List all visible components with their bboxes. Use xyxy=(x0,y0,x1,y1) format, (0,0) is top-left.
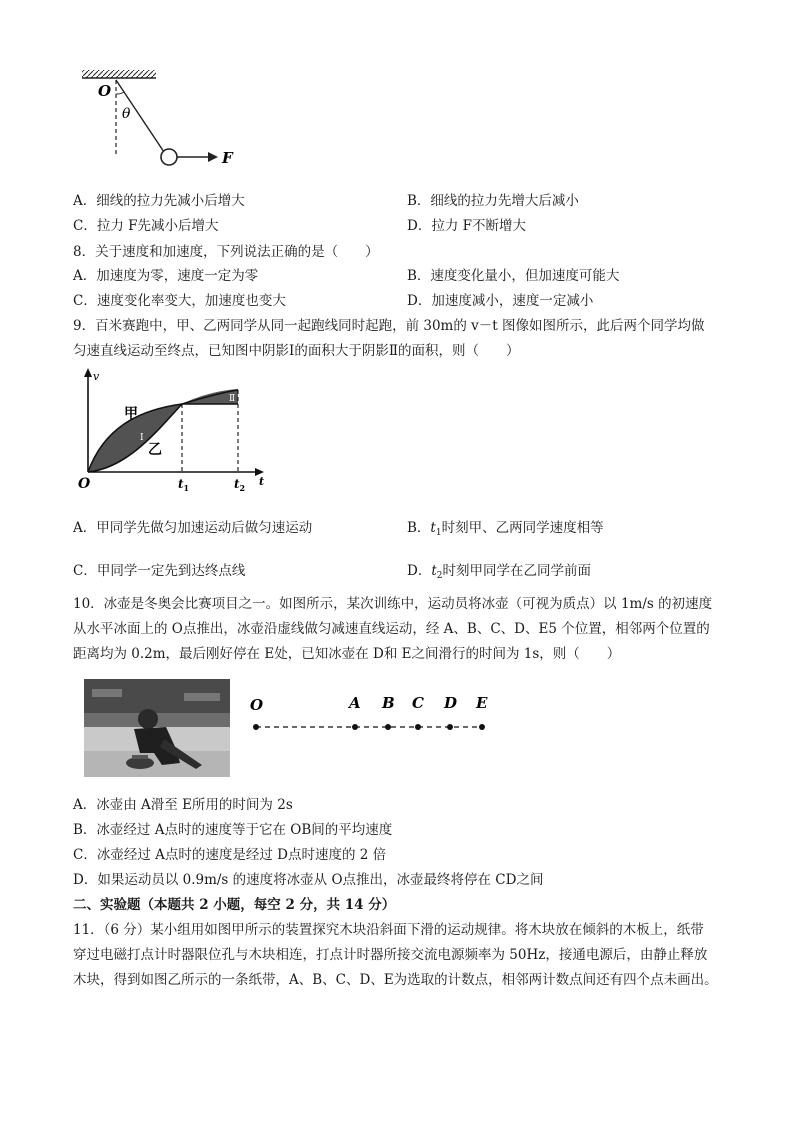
q9-option-b xyxy=(407,516,604,538)
q11-line3: 木块，得到如图乙所示的一条纸带，A、B、C、D、E为选取的计数点，相邻两计数点间还有四个点未画出。 xyxy=(73,972,718,988)
q8-option-d: D．加速度减小，速度一定减小 xyxy=(407,293,594,309)
tick-t1: $t_1$ xyxy=(178,477,190,493)
curling-path-figure xyxy=(240,690,500,740)
label-point-d: D xyxy=(444,694,458,712)
q9-option-c: C．甲同学一定先到达终点线 xyxy=(73,563,246,579)
theta-arc xyxy=(116,92,124,94)
q9-option-d xyxy=(407,559,591,581)
q9-option-b-rest: 时刻甲、乙两同学速度相等 xyxy=(441,520,604,536)
label-point-c: C xyxy=(412,694,424,712)
point-c xyxy=(415,724,421,730)
q9-option-d-prefix: D． xyxy=(407,563,432,579)
q7-option-b: B．细线的拉力先增大后减小 xyxy=(407,193,579,209)
label-yi: 乙 xyxy=(148,442,162,458)
q7-option-c: C．拉力 F先减小后增大 xyxy=(73,218,219,234)
q7-option-d: D．拉力 F不断增大 xyxy=(407,218,526,234)
label-jia: 甲 xyxy=(124,406,138,422)
q10-option-c: C．冰壶经过 A点时的速度是经过 D点时速度的 2 倍 xyxy=(73,847,387,863)
q9-option-b-prefix: B． xyxy=(407,520,431,536)
label-point-o: O xyxy=(250,696,264,714)
q10-option-b: B．冰壶经过 A点时的速度等于它在 OB间的平均速度 xyxy=(73,822,393,838)
label-origin: O xyxy=(78,476,91,492)
q11-line1: 11．（6 分）某小组用如图甲所示的装置探究木块沿斜面下滑的运动规律。将木块放在倾斜的木板上，纸带 xyxy=(73,922,704,938)
q8-option-c: C．速度变化率变大，加速度也变大 xyxy=(73,293,286,309)
q9-option-d-sub: 2 xyxy=(436,571,443,581)
point-a xyxy=(352,724,358,730)
q9-option-d-rest: 时刻甲同学在乙同学前面 xyxy=(442,563,591,579)
label-t: t xyxy=(259,475,265,488)
v-axis-arrow xyxy=(84,368,92,377)
q9-stem-line1: 9．百米赛跑中，甲、乙两同学从同一起跑线同时起跑，前 30m的 v－t 图像如图所示，此后两个同学均做 xyxy=(73,318,705,334)
label-v: v xyxy=(93,370,100,383)
q9-option-b-sub: 1 xyxy=(435,528,442,538)
section-2-title: 二、实验题（本题共 2 小题，每空 2 分，共 14 分） xyxy=(73,897,396,913)
point-o xyxy=(253,724,259,730)
ceiling-hatch xyxy=(82,70,156,78)
q11-line2: 穿过电磁打点计时器限位孔与木块相连，打点计时器所接交流电源频率为 50Hz，接通电源后，由静止释放 xyxy=(73,947,708,963)
label-o: O xyxy=(98,82,112,100)
q10-option-d: D．如果运动员以 0.9m/s 的速度将冰壶从 O点推出，冰壶最终将停在 CD之间 xyxy=(73,872,544,888)
point-b xyxy=(385,724,391,730)
q10-stem-line1: 10．冰壶是冬奥会比赛项目之一。如图所示，某次训练中，运动员将冰壶（可视为质点）以 1m/s 的初速度 xyxy=(73,596,713,612)
q7-option-a: A．细线的拉力先减小后增大 xyxy=(73,193,245,209)
pendulum-ball xyxy=(161,149,177,165)
pendulum-figure xyxy=(78,66,258,176)
q9-stem-line2: 匀速直线运动至终点，已知图中阴影Ⅰ的面积大于阴影Ⅱ的面积，则（ ） xyxy=(73,343,520,359)
q9-option-d-t: t xyxy=(431,563,437,579)
vt-graph-figure xyxy=(78,368,278,498)
label-point-a: A xyxy=(349,694,361,712)
label-point-b: B xyxy=(382,694,395,712)
q10-option-a: A．冰壶由 A滑至 E所用的时间为 2s xyxy=(73,797,293,813)
q10-stem-line2: 从水平冰面上的 O点推出，冰壶沿虚线做匀减速直线运动，经 A、B、C、D、E5 个位置，相邻两个位置的 xyxy=(73,621,710,637)
q8-option-b: B．速度变化量小，但加速度可能大 xyxy=(407,268,620,284)
label-theta: θ xyxy=(122,106,131,122)
curling-photo xyxy=(84,679,230,777)
point-d xyxy=(447,724,453,730)
q8-option-a: A．加速度为零，速度一定为零 xyxy=(73,268,259,284)
point-e xyxy=(479,724,485,730)
q9-option-a: A．甲同学先做匀加速运动后做匀速运动 xyxy=(73,520,313,536)
q10-stem-line3: 距离均为 0.2m，最后刚好停在 E处，已知冰壶在 D和 E之间滑行的时间为 1s，则（ ） xyxy=(73,646,621,662)
force-arrow-head xyxy=(208,152,218,162)
q8-stem: 8．关于速度和加速度，下列说法正确的是（ ） xyxy=(73,244,379,260)
tick-t2: $t_2$ xyxy=(234,477,246,493)
label-region-ii: Ⅱ xyxy=(229,394,236,404)
label-f: F xyxy=(222,149,233,167)
q9-option-b-t: t xyxy=(430,520,436,536)
label-region-i: Ⅰ xyxy=(140,433,144,443)
label-point-e: E xyxy=(476,694,488,712)
